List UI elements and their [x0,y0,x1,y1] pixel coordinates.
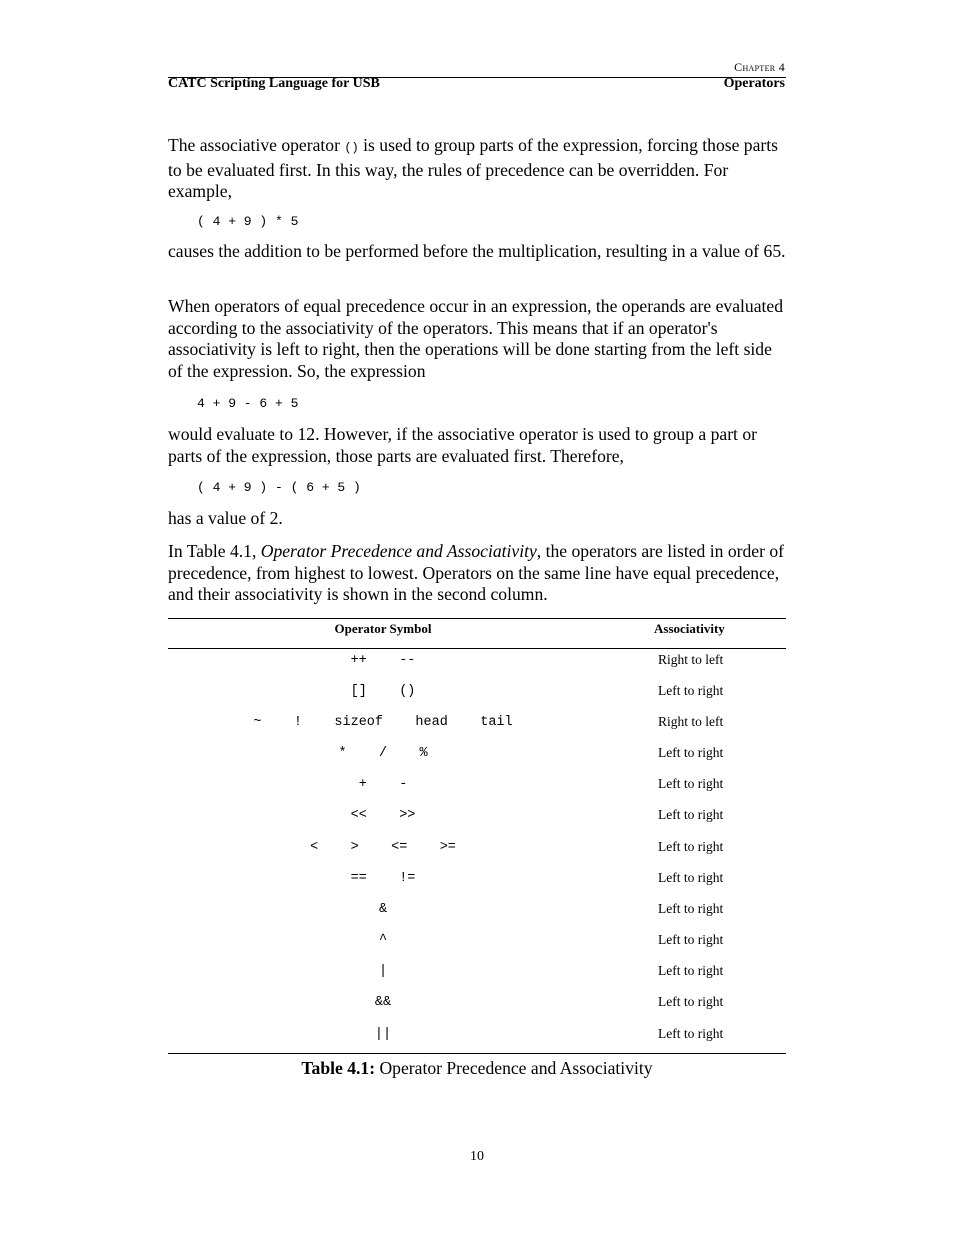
operator-symbol: ~ ! sizeof head tail [253,715,513,730]
table-bottom-rule [168,1053,786,1054]
section-title: Operators [723,76,785,91]
inline-code: () [344,141,359,155]
book-title: CATC Scripting Language for USB [168,76,380,91]
column-header-symbol: Operator Symbol [334,621,432,636]
header-rule [168,77,786,78]
associativity: Left to right [658,932,724,947]
operator-symbol: < > <= >= [310,840,456,855]
operator-symbol: || [374,1027,392,1042]
operator-symbol: ++ -- [350,653,416,668]
paragraph-addition: causes the addition to be performed before the multiplication, resulting in a value of 65. [168,241,786,261]
operator-symbol: && [374,995,392,1010]
code-example-3: ( 4 + 9 ) - ( 6 + 5 ) [197,480,361,495]
operator-symbol: [] () [350,684,416,699]
associativity: Left to right [658,745,724,760]
table-header-rule [168,648,786,649]
associativity: Left to right [658,839,724,854]
paragraph-equal-precedence: When operators of equal precedence occur in an expression, the operands are evaluated according to the associativity of the operators. This means that if an operator's associativity is left to right, then the operations will be done starting from the left side of the expression. So, the expression [168,296,783,381]
associativity: Left to right [658,683,724,698]
page-number: 10 [470,1149,484,1164]
operator-symbol: == != [350,871,416,886]
code-example-2: 4 + 9 - 6 + 5 [197,396,299,411]
code-example-1: ( 4 + 9 ) * 5 [197,214,299,229]
associativity: Right to left [658,714,724,729]
paragraph-evaluate: would evaluate to 12. However, if the associative operator is used to group a part or parts of the expression, those parts are evaluated first. Therefore, [168,424,757,466]
chapter-label: Chapter 4 [734,60,785,74]
associativity: Left to right [658,963,724,978]
operator-symbol: | [378,964,388,979]
column-header-associativity: Associativity [654,621,725,636]
associativity: Left to right [658,901,724,916]
paragraph-associative-operator: The associative operator () is used to group parts of the expression, forcing those parts to be evaluated first. In this way, the rules of precedence can be overridden. For example, [168,135,779,201]
table-top-rule [168,618,786,619]
associativity: Left to right [658,776,724,791]
paragraph-table-intro: In Table 4.1, Operator Precedence and Associativity, the operators are listed in order of precedence, from highest to lowest. Operators on the same line have equal precedence, and their associativity is shown in the second column. [168,541,784,604]
operator-symbol: & [378,902,388,917]
operator-symbol: * / % [338,746,428,761]
table-caption: Table 4.1: Operator Precedence and Associativity [301,1058,653,1078]
operator-symbol: << >> [350,808,416,823]
associativity: Left to right [658,1026,724,1041]
paragraph-value: has a value of 2. [168,508,283,528]
associativity: Left to right [658,807,724,822]
associativity: Right to left [658,652,724,667]
associativity: Left to right [658,994,724,1009]
operator-symbol: ^ [378,933,388,948]
operator-symbol: + - [358,777,408,792]
associativity: Left to right [658,870,724,885]
